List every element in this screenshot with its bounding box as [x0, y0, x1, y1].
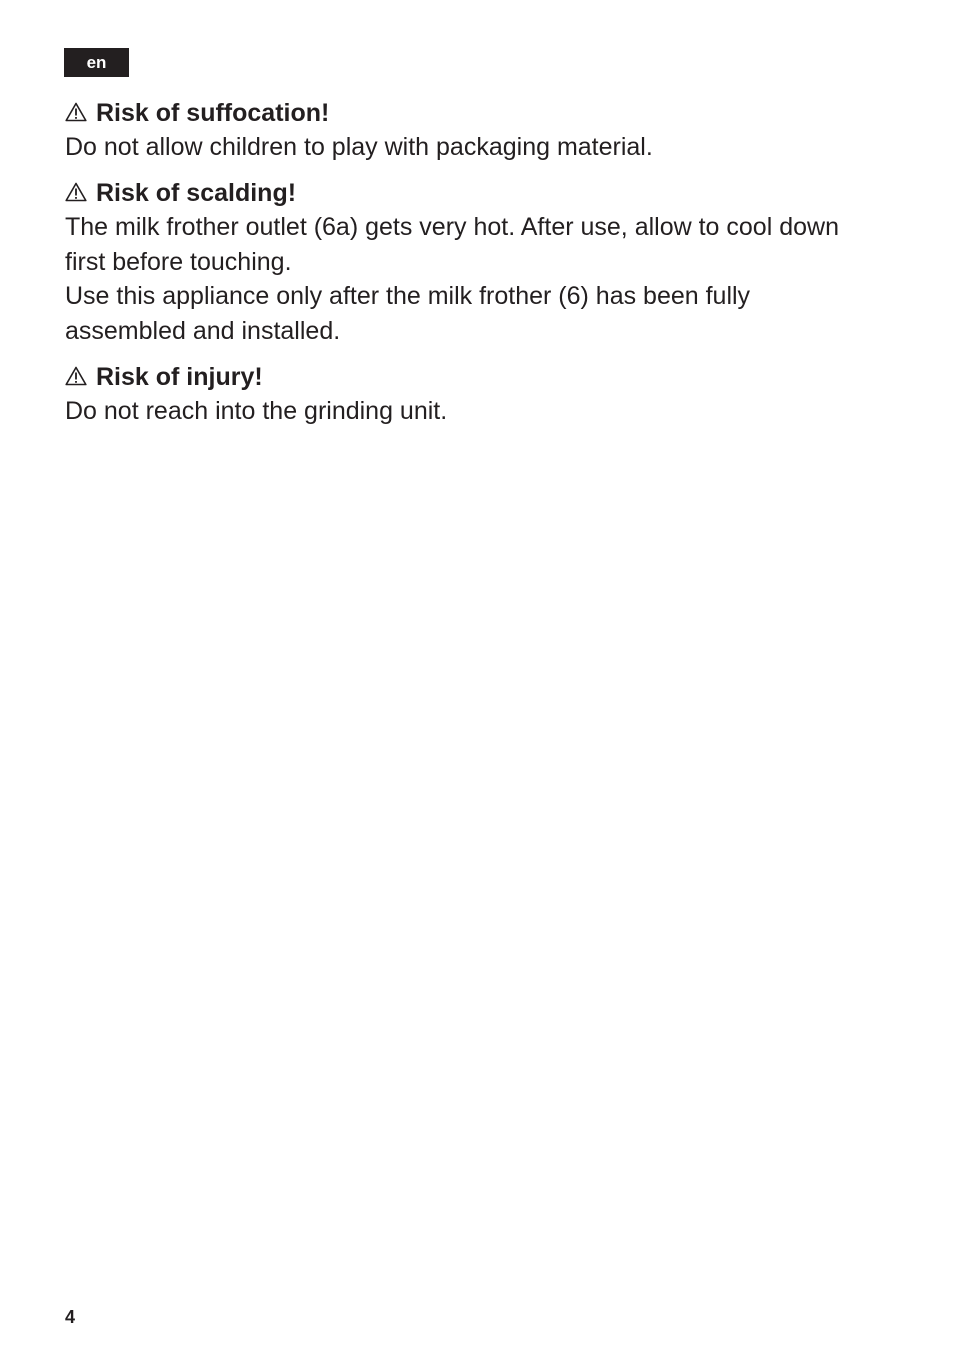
language-tab: en	[64, 48, 129, 77]
warning-title: Risk of suffocation!	[96, 99, 330, 127]
warning-heading	[65, 96, 865, 130]
warning-triangle-icon	[65, 366, 87, 386]
warning-scalding	[65, 176, 865, 348]
warning-heading	[65, 176, 865, 210]
warning-triangle-icon	[65, 182, 87, 202]
warning-text: Use this appliance only after the milk frother (6) has been fully assembled and installed.	[65, 282, 751, 345]
warning-injury	[65, 360, 865, 428]
warning-title: Risk of scalding!	[96, 179, 297, 208]
warning-text: Do not allow children to play with packaging material.	[65, 133, 653, 161]
warning-text: Do not reach into the grinding unit.	[65, 397, 448, 426]
safety-warnings	[65, 96, 865, 440]
warning-triangle-icon	[65, 102, 87, 122]
warning-text: The milk frother outlet (6a) gets very hot. After use, allow to cool down first before touching.	[65, 213, 839, 276]
page-number: 4	[65, 1307, 76, 1327]
warning-heading	[65, 360, 865, 394]
warning-title: Risk of injury!	[96, 363, 263, 392]
warning-suffocation	[65, 96, 865, 164]
